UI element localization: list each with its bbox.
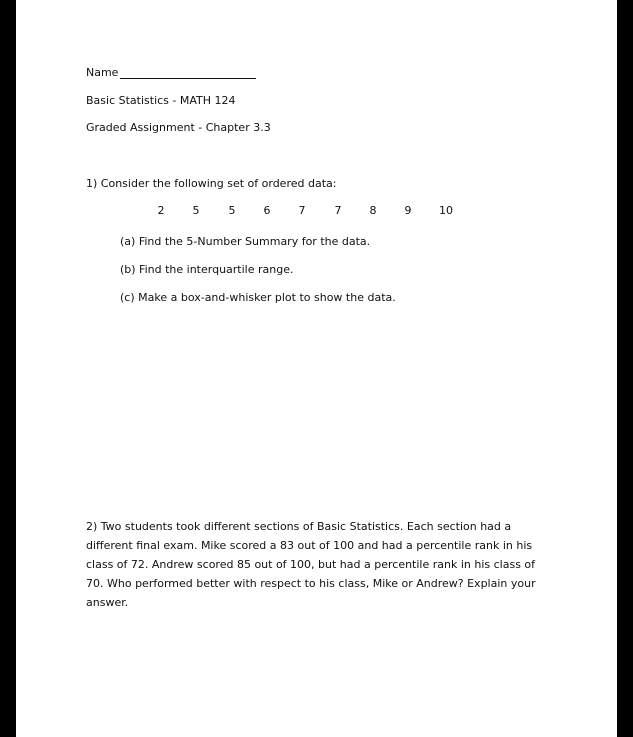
- question-1-part-b: (b) Find the interquartile range.: [120, 263, 294, 276]
- data-value: 7: [334, 204, 342, 217]
- data-value: 8: [369, 204, 377, 217]
- data-value: 9: [404, 204, 412, 217]
- question-1-part-a: (a) Find the 5-Number Summary for the data.: [120, 235, 371, 248]
- data-value: 5: [192, 204, 200, 217]
- data-value: 2: [157, 204, 165, 217]
- data-value: 10: [439, 204, 453, 217]
- data-value: 6: [263, 204, 271, 217]
- question-2-text: 2) Two students took different sections of Basic Statistics. Each section had a different final exam. Mike scored a 83 out of 100 and had a percentile rank in his class of 72. Andrew scored 85 out of 100, but had a percentile rank in his class of 70. Who performed better with respect to his class, Mike or Andrew? Explain your answer.: [86, 520, 536, 609]
- data-value: 7: [298, 204, 306, 217]
- ordered-data-row: [16, 204, 617, 220]
- name-blank-line: [120, 68, 256, 79]
- question-1-part-c: (c) Make a box-and-whisker plot to show the data.: [120, 291, 396, 304]
- name-label: Name: [86, 66, 119, 79]
- data-value: 5: [228, 204, 236, 217]
- document-page: [16, 0, 617, 737]
- name-field: [86, 66, 256, 79]
- question-1-prompt: 1) Consider the following set of ordered data:: [86, 177, 337, 190]
- assignment-title: Graded Assignment - Chapter 3.3: [86, 121, 271, 134]
- course-title: Basic Statistics - MATH 124: [86, 94, 236, 107]
